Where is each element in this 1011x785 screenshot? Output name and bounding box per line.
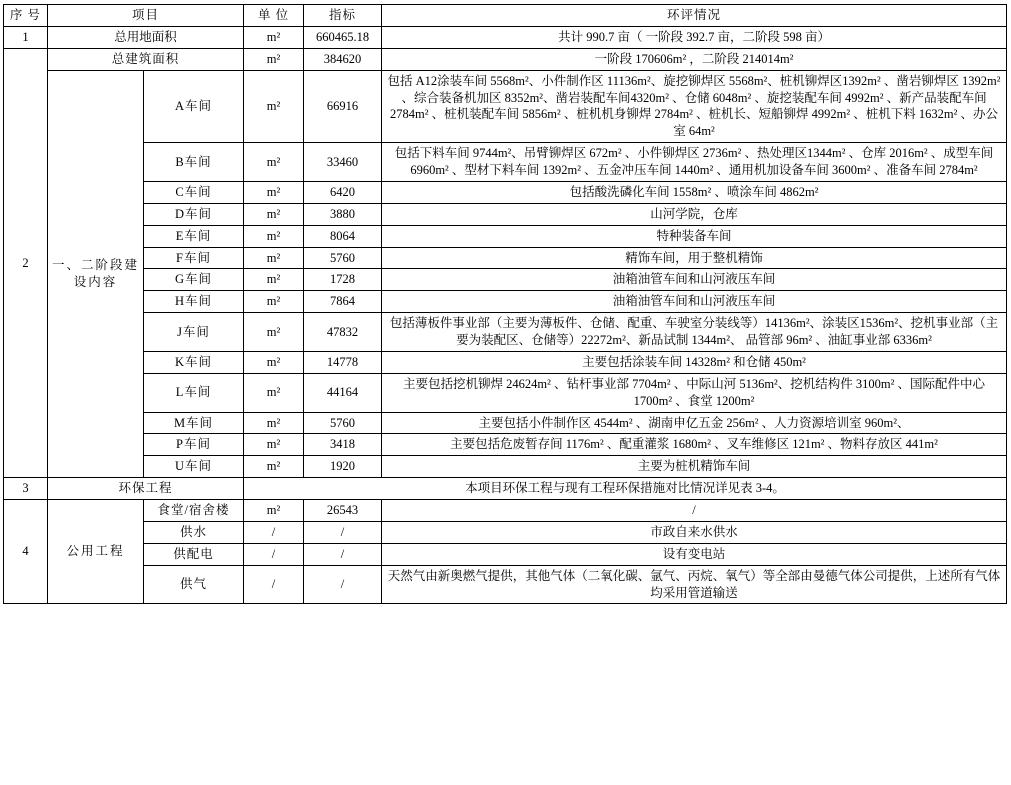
- subrow-desc: 主要包括小件制作区 4544m² 、湖南申亿五金 256m² 、人力资源培训室 960m²、: [382, 412, 1007, 434]
- row-item: 总用地面积: [48, 26, 244, 48]
- subrow-index: 8064: [304, 225, 382, 247]
- row-unit: m²: [244, 26, 304, 48]
- subrow-desc: 油箱油管车间和山河液压车间: [382, 269, 1007, 291]
- row-seq: 4: [4, 500, 48, 604]
- row-seq: 1: [4, 26, 48, 48]
- subrow-name: 供水: [144, 521, 244, 543]
- subrow-index: 1728: [304, 269, 382, 291]
- subrow-unit: m²: [244, 456, 304, 478]
- table-row: [4, 225, 1007, 247]
- table-row: [4, 543, 1007, 565]
- table-row: [4, 521, 1007, 543]
- row-index: 660465.18: [304, 26, 382, 48]
- subrow-index: 3880: [304, 203, 382, 225]
- subrow-unit: m²: [244, 500, 304, 522]
- subrow-index: 26543: [304, 500, 382, 522]
- row-seq: 2: [4, 48, 48, 477]
- header-desc: 环评情况: [382, 5, 1007, 27]
- subrow-desc: 特种装备车间: [382, 225, 1007, 247]
- subrow-desc: 主要为桩机精饰车间: [382, 456, 1007, 478]
- subrow-unit: m²: [244, 269, 304, 291]
- row-desc: 共计 990.7 亩（ 一阶段 392.7 亩，二阶段 598 亩）: [382, 26, 1007, 48]
- subrow-name: E车间: [144, 225, 244, 247]
- row-group-label: 一、二阶段建设内容: [48, 70, 144, 478]
- table-row: [4, 48, 1007, 70]
- subrow-unit: m²: [244, 181, 304, 203]
- subrow-name: D车间: [144, 203, 244, 225]
- subrow-desc: 精饰车间，用于整机精饰: [382, 247, 1007, 269]
- row-item: 环保工程: [48, 478, 244, 500]
- row-seq: 3: [4, 478, 48, 500]
- subrow-unit: m²: [244, 247, 304, 269]
- header-unit: 单 位: [244, 5, 304, 27]
- subrow-desc: 设有变电站: [382, 543, 1007, 565]
- subrow-index: 384620: [304, 48, 382, 70]
- subrow-name: H车间: [144, 291, 244, 313]
- subrow-unit: m²: [244, 313, 304, 352]
- subrow-name: F车间: [144, 247, 244, 269]
- subrow-desc: 油箱油管车间和山河液压车间: [382, 291, 1007, 313]
- subrow-name: 总建筑面积: [48, 48, 244, 70]
- subrow-index: 33460: [304, 143, 382, 182]
- subrow-index: 14778: [304, 351, 382, 373]
- subrow-name: B车间: [144, 143, 244, 182]
- subrow-unit: /: [244, 565, 304, 604]
- table-row: [4, 456, 1007, 478]
- subrow-unit: m²: [244, 412, 304, 434]
- subrow-unit: m²: [244, 225, 304, 247]
- table-row: [4, 181, 1007, 203]
- table-row: [4, 434, 1007, 456]
- table-row: [4, 565, 1007, 604]
- header-index: 指标: [304, 5, 382, 27]
- subrow-unit: /: [244, 521, 304, 543]
- subrow-index: /: [304, 543, 382, 565]
- table-row: [4, 26, 1007, 48]
- subrow-unit: m²: [244, 70, 304, 143]
- subrow-name: 供配电: [144, 543, 244, 565]
- subrow-name: M车间: [144, 412, 244, 434]
- subrow-index: 7864: [304, 291, 382, 313]
- subrow-desc: 包括薄板件事业部（主要为薄板件、仓储、配重、车驶室分装线等）14136m²、涂装区1536m²、挖机事业部（主要为装配区、仓储等）22272m²、新品试制 1344m²、 品管部 96m² 、油缸事业部 6336m²: [382, 313, 1007, 352]
- table-row: [4, 412, 1007, 434]
- table-row: [4, 313, 1007, 352]
- row-group-label: 公用工程: [48, 500, 144, 604]
- table-row: [4, 70, 1007, 143]
- header-item: 项目: [48, 5, 244, 27]
- subrow-name: U车间: [144, 456, 244, 478]
- subrow-index: 1920: [304, 456, 382, 478]
- subrow-unit: m²: [244, 143, 304, 182]
- subrow-index: /: [304, 565, 382, 604]
- subrow-name: K车间: [144, 351, 244, 373]
- table-row: [4, 373, 1007, 412]
- subrow-desc: 包括下料车间 9744m²、吊臂铆焊区 672m² 、小件铆焊区 2736m² 、热处理区1344m² 、仓库 2016m² 、成型车间 6960m² 、型材下料车间 1392m² 、五金冲压车间 1440m² 、通用机加设备车间 3600m² 、准备车间 2784m²: [382, 143, 1007, 182]
- subrow-unit: /: [244, 543, 304, 565]
- subrow-desc: 主要包括危废暂存间 1176m² 、配重灌浆 1680m² 、叉车维修区 121m² 、物料存放区 441m²: [382, 434, 1007, 456]
- subrow-name: 食堂/宿舍楼: [144, 500, 244, 522]
- subrow-name: G车间: [144, 269, 244, 291]
- subrow-desc: 一阶段 170606m² ，二阶段 214014m²: [382, 48, 1007, 70]
- subrow-index: 66916: [304, 70, 382, 143]
- subrow-desc: 市政自来水供水: [382, 521, 1007, 543]
- subrow-name: P车间: [144, 434, 244, 456]
- table-row: [4, 247, 1007, 269]
- subrow-index: 5760: [304, 247, 382, 269]
- subrow-unit: m²: [244, 203, 304, 225]
- subrow-desc: /: [382, 500, 1007, 522]
- subrow-index: 47832: [304, 313, 382, 352]
- subrow-name: J车间: [144, 313, 244, 352]
- subrow-index: /: [304, 521, 382, 543]
- subrow-index: 5760: [304, 412, 382, 434]
- subrow-desc: 主要包括涂装车间 14328m² 和仓储 450m²: [382, 351, 1007, 373]
- subrow-unit: m²: [244, 351, 304, 373]
- table-row: [4, 500, 1007, 522]
- table-header-row: [4, 5, 1007, 27]
- subrow-unit: m²: [244, 434, 304, 456]
- subrow-desc: 包括 A12涂装车间 5568m²、小件制作区 11136m²、旋挖铆焊区 5568m²、桩机铆焊区1392m² 、凿岩铆焊区 1392m² 、综合装备机加区 8352m²、凿岩装配车间4320m² 、仓储 6048m² 、旋挖装配车间 4992m² 、新产品装配车间 2784m² 、桩机装配车间 5856m² 、桩机机身铆焊 2784m² 、桩机长、短船铆焊 4992m² 、桩机下料 1632m² 、办公室 64m²: [382, 70, 1007, 143]
- subrow-unit: m²: [244, 291, 304, 313]
- table-row: [4, 143, 1007, 182]
- table-row: [4, 478, 1007, 500]
- subrow-name: A车间: [144, 70, 244, 143]
- subrow-desc: 主要包括挖机铆焊 24624m² 、钻杆事业部 7704m² 、中际山河 5136m²、挖机结构件 3100m² 、国际配件中心 1700m² 、食堂 1200m²: [382, 373, 1007, 412]
- row-desc: 本项目环保工程与现有工程环保措施对比情况详见表 3-4。: [244, 478, 1007, 500]
- table-row: [4, 291, 1007, 313]
- subrow-desc: 山河学院，仓库: [382, 203, 1007, 225]
- subrow-unit: m²: [244, 48, 304, 70]
- project-summary-table: [3, 4, 1007, 604]
- subrow-name: L车间: [144, 373, 244, 412]
- table-row: [4, 269, 1007, 291]
- subrow-desc: 包括酸洗磷化车间 1558m² 、喷涂车间 4862m²: [382, 181, 1007, 203]
- subrow-index: 44164: [304, 373, 382, 412]
- subrow-name: 供气: [144, 565, 244, 604]
- subrow-name: C车间: [144, 181, 244, 203]
- subrow-desc: 天然气由新奥燃气提供，其他气体（二氧化碳、氩气、丙烷、氧气）等全部由曼德气体公司提供，上述所有气体均采用管道输送: [382, 565, 1007, 604]
- subrow-unit: m²: [244, 373, 304, 412]
- header-seq: 序 号: [4, 5, 48, 27]
- table-row: [4, 203, 1007, 225]
- table-row: [4, 351, 1007, 373]
- subrow-index: 6420: [304, 181, 382, 203]
- subrow-index: 3418: [304, 434, 382, 456]
